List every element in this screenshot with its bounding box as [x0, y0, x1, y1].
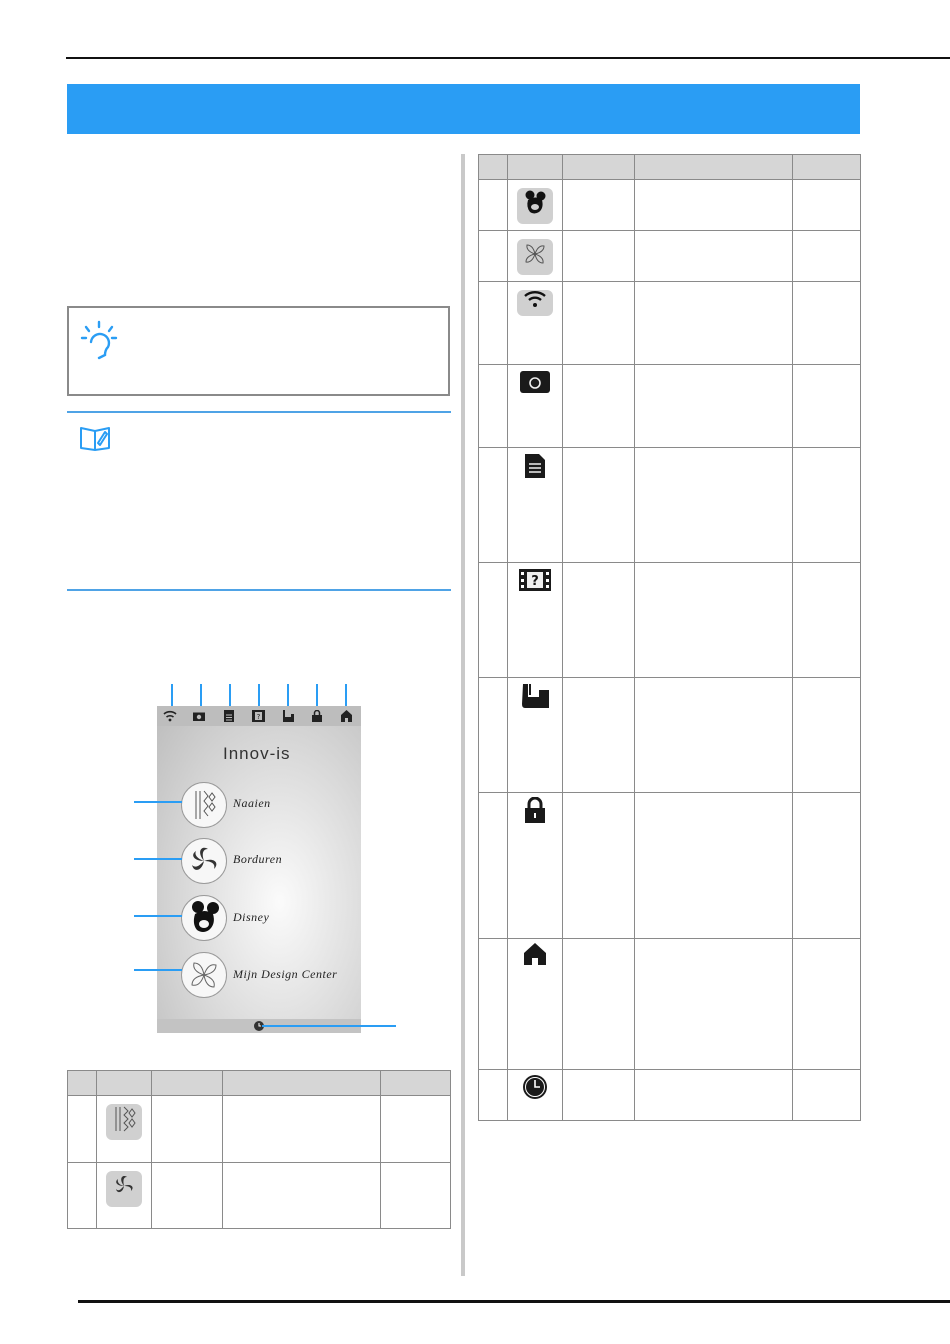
- presser-foot-icon: [519, 684, 551, 713]
- wifi-icon[interactable]: [163, 710, 177, 722]
- mode-label-naaien[interactable]: Naaien: [233, 796, 271, 810]
- mode-label-disney[interactable]: Disney: [233, 910, 270, 924]
- clock-icon: [522, 1074, 548, 1105]
- embroidery-icon[interactable]: [181, 838, 227, 884]
- help-video-icon[interactable]: [252, 710, 265, 722]
- memo-top-line: [67, 411, 451, 413]
- help-video-icon: [519, 569, 551, 596]
- presser-foot-icon[interactable]: [281, 710, 294, 722]
- document-icon[interactable]: [224, 710, 234, 722]
- mode-label-borduren[interactable]: Borduren: [233, 852, 283, 866]
- table-row: [479, 282, 861, 365]
- table-row: [479, 231, 861, 282]
- section-title-bar: [67, 84, 860, 134]
- wifi-icon: [517, 290, 553, 316]
- table-row: [479, 793, 861, 939]
- table-row: [68, 1096, 451, 1163]
- table-row: [479, 365, 861, 448]
- note-lightbulb-icon: [80, 320, 118, 362]
- table-row: [479, 448, 861, 563]
- home-screen-illustration: [157, 706, 361, 1033]
- table-row: [479, 678, 861, 793]
- right-key-table: [478, 154, 861, 1121]
- utility-stitch-icon[interactable]: [181, 782, 227, 828]
- utility-stitch-icon: [106, 1104, 142, 1140]
- note-box: [67, 306, 450, 396]
- design-center-icon[interactable]: [181, 952, 227, 998]
- design-center-icon: [517, 239, 553, 275]
- table-row: [479, 180, 861, 231]
- top-rule: [66, 57, 950, 59]
- screen-status-bar: [157, 706, 361, 726]
- mode-label-design-center[interactable]: Mijn Design Center: [233, 967, 338, 981]
- memo-book-icon: [79, 423, 111, 451]
- table-row: [479, 563, 861, 678]
- column-divider: [461, 154, 465, 1276]
- camera-icon[interactable]: [193, 711, 205, 721]
- brand-logo: Innov-is: [223, 744, 291, 763]
- table-row: [479, 1070, 861, 1121]
- svg-text:?: ?: [256, 713, 261, 721]
- left-key-table: [67, 1070, 451, 1229]
- embroidery-icon: [106, 1171, 142, 1207]
- camera-icon: [520, 371, 550, 393]
- table-row: [479, 939, 861, 1070]
- document-icon: [525, 454, 545, 483]
- bottom-rule: [78, 1300, 950, 1303]
- home-icon[interactable]: [341, 710, 352, 722]
- disney-icon: [517, 188, 553, 224]
- memo-bottom-line: [67, 589, 451, 591]
- home-icon: [524, 943, 546, 970]
- lock-icon[interactable]: [312, 710, 322, 722]
- lock-icon: [525, 797, 545, 828]
- table-row: [68, 1163, 451, 1229]
- disney-icon[interactable]: [181, 895, 227, 941]
- svg-text:?: ?: [531, 574, 539, 589]
